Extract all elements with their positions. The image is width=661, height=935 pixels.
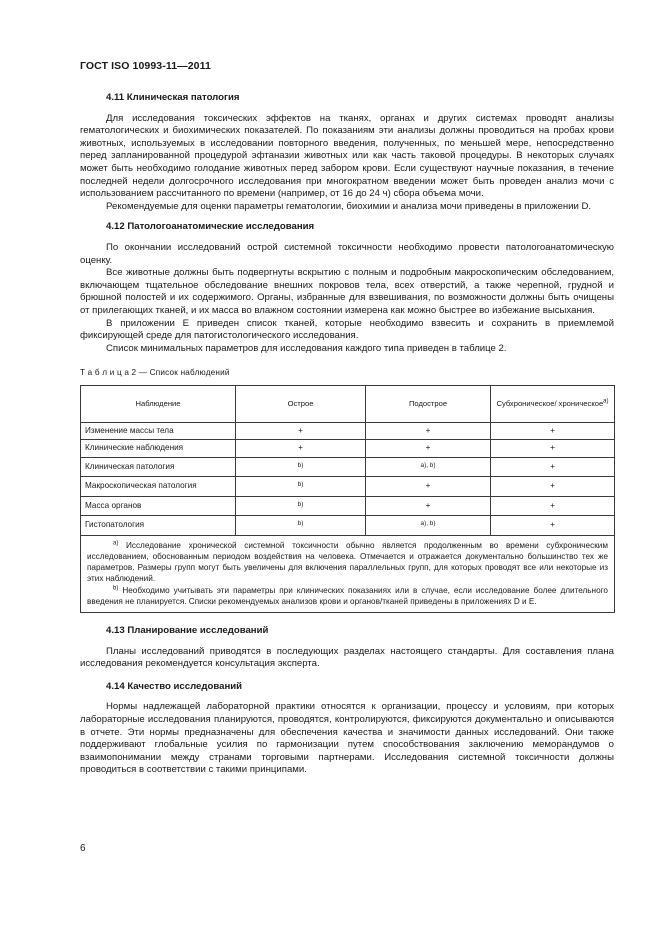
table-cell: + xyxy=(491,516,615,536)
table-cell: + xyxy=(366,496,491,516)
section-4-12-paragraph: По окончании исследований острой системной токсичности необходимо провести патологоанатомическую оценку. xyxy=(80,241,614,266)
observations-table xyxy=(80,385,615,613)
table-cell: + xyxy=(366,477,491,497)
table-row xyxy=(81,516,615,536)
table-notes-row xyxy=(81,535,615,612)
table-row xyxy=(81,422,615,440)
table-cell: + xyxy=(236,422,366,440)
document-code-header: ГОСТ ISO 10993-11—2011 xyxy=(80,60,211,72)
section-4-14-title: 4.14 Качество исследований xyxy=(106,680,243,692)
table-cell: + xyxy=(366,440,491,458)
column-header: Подострое xyxy=(366,385,491,422)
table-cell: + xyxy=(491,457,615,477)
table-cell: a), b) xyxy=(366,516,491,536)
table-cell: Макроскопическая патология xyxy=(81,477,236,497)
table-cell: b) xyxy=(236,457,366,477)
table-row xyxy=(81,477,615,497)
table-cell: + xyxy=(491,496,615,516)
table-cell: b) xyxy=(236,516,366,536)
table-cell: + xyxy=(366,422,491,440)
table-cell: Клинические наблюдения xyxy=(81,440,236,458)
section-4-13-paragraph: Планы исследований приводятся в последующих разделах настоящего стандарты. Для составления плана исследования рекомендуется консультация эксперта. xyxy=(80,645,614,670)
table-cell: Гистопатология xyxy=(81,516,236,536)
section-4-12-title: 4.12 Патологоанатомические исследования xyxy=(106,221,315,233)
section-4-14-paragraph: Нормы надлежащей лабораторной практики относятся к организации, процессу и условиям, при которых лабораторные исследования планируются, проводятся, контролируются, фиксируются документально и описываются в отчете. Эти нормы предназначены для обеспечения качества и значимости данных исследований. Они также поддерживают глобальные усилия по гармонизации путем способствования заключению меморандумов о взаимопонимании между странами торговыми партнерами. Исследования системной токсичности должны проводиться в соответствии с такими принципами. xyxy=(80,701,614,776)
section-4-12-paragraph: Все животные должны быть подвергнуты вскрытию с полным и подробным макроскопическим обследованием, включающем тщательное обследование внешних покровов тела, всех отверстий, а также черепной, грудной и брюшной полостей и их содержимого. Органы, избранные для взвешивания, по возможности должны быть очищены от прилегающих тканей, и их масса во влажном состоянии измерена как можно быстрее во избежание высыхания. xyxy=(80,267,614,316)
section-4-11-paragraph: Для исследования токсических эффектов на тканях, органах и других системах проводят анализы гематологических и биохимических показателей. По показаниям эти анализы должны проводиться на пробах крови животных, используемых в исследовании повторного введения, полученных, по меньшей мере, непосредственно перед запланированной процедурой эфтаназии животных или как часть таковой процедуры. В некоторых случаях может быть необходимо голодание животных перед забором крови. Если существуют научные показания, в течение последней недели долгосрочного исследования при многократном введении может быть проведен анализ мочи с использованием рассчитанного по времени (например, от 16 до 24 ч) сбора объема мочи. xyxy=(80,112,614,200)
table-cell: Изменение массы тела xyxy=(81,422,236,440)
section-4-12-paragraph: В приложении Е приведен список тканей, которые необходимо взвесить и сохранить в приемлемой фиксирующей среде для патогистологического исследования. xyxy=(80,317,614,342)
table-note: $^{a)}$ Исследование хронической системной токсичности обычно является продолженным во времени субхроническим исследованием, обоснованным периодом воздействия на человека. Отмечается и отражается документально большинство тех же параметров. Размеры групп могут быть увеличены для включения параллельных групп, для которых проводят все или некоторые из этих наблюдений. xyxy=(87,540,608,584)
table-header-row xyxy=(81,385,615,422)
table-row xyxy=(81,440,615,458)
table-note: $^{b)}$ Необходимо учитывать эти параметры при клинических показаниях или в случае, если исследование более длительного введения не планируется. Списки рекомендуемых анализов крови и органов/тканей приведены в приложениях D и Е. xyxy=(87,584,608,606)
table-cell: + xyxy=(491,440,615,458)
section-4-12-paragraph: Список минимальных параметров для исследования каждого типа приведен в таблице 2. xyxy=(106,342,507,354)
table-cell: Клиническая патология xyxy=(81,457,236,477)
column-header: Острое xyxy=(236,385,366,422)
footnote-mark: a) xyxy=(603,398,609,405)
table-cell: Масса органов xyxy=(81,496,236,516)
section-4-13-title: 4.13 Планирование исследований xyxy=(106,625,269,637)
section-4-11-title: 4.11 Клиническая патология xyxy=(106,92,240,103)
table-cell: b) xyxy=(236,496,366,516)
table-cell: + xyxy=(491,422,615,440)
page-number: 6 xyxy=(80,843,86,854)
section-4-11-paragraph: Рекомендуемые для оценки параметры гематологии, биохимии и анализа мочи приведены в приложении D. xyxy=(106,200,592,212)
footnote-mark: b) xyxy=(113,584,119,591)
table-caption: Т а б л и ц а 2 — Список наблюдений xyxy=(80,368,230,378)
footnote-mark: a) xyxy=(113,540,119,547)
column-header: Наблюдение xyxy=(81,385,236,422)
table-row xyxy=(81,457,615,477)
table-cell: a), b) xyxy=(366,457,491,477)
table-cell: + xyxy=(491,477,615,497)
table-notes xyxy=(81,535,615,612)
column-header: Субхроническое/ хроническое$^{a)}$ xyxy=(491,385,615,422)
page-content xyxy=(80,92,614,777)
table-cell: + xyxy=(236,440,366,458)
table-row xyxy=(81,496,615,516)
table-cell: b) xyxy=(236,477,366,497)
